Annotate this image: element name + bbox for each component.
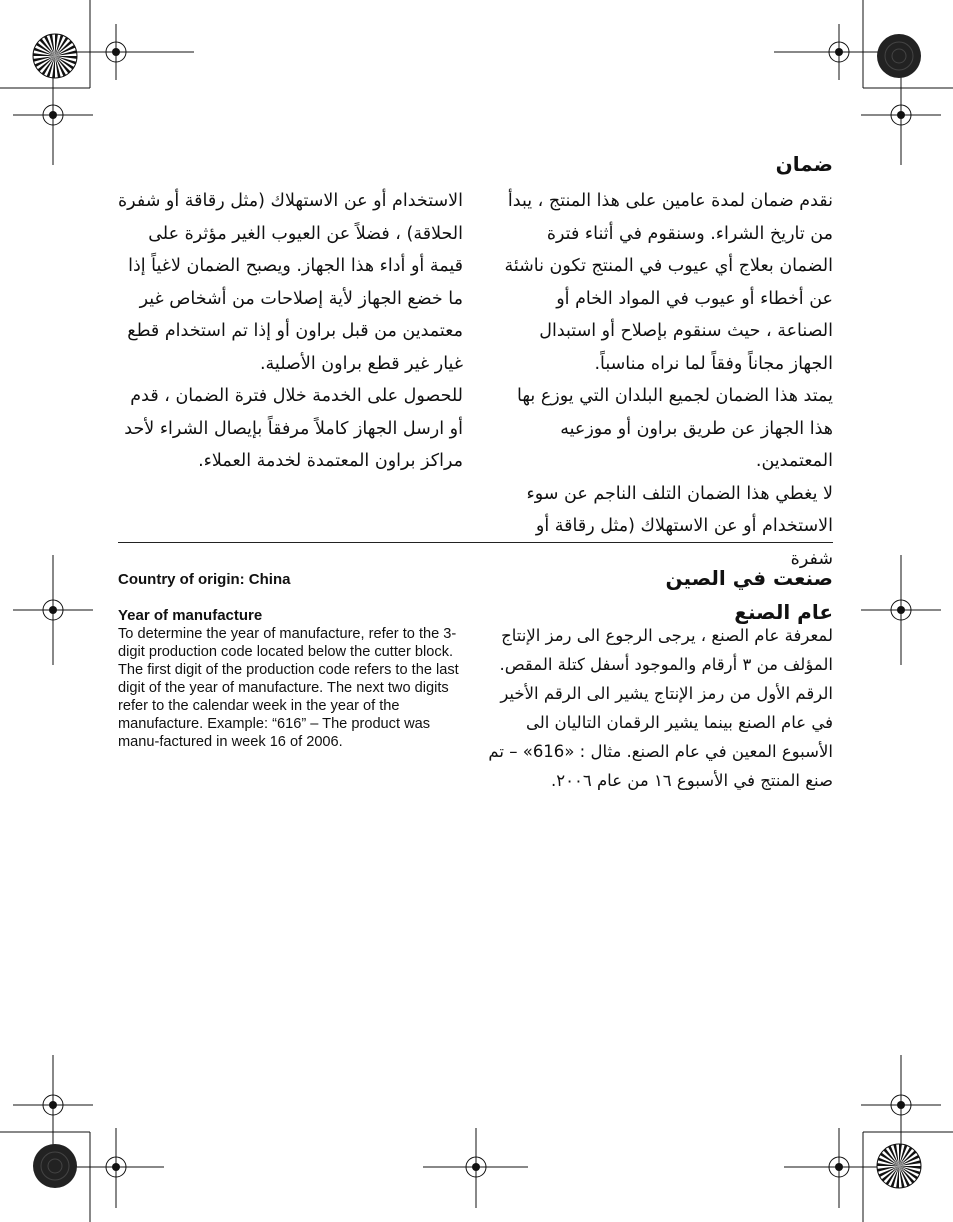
country-of-origin-heading-ar: صنعت في الصين [665, 566, 833, 590]
warranty-paragraph: يمتد هذا الضمان لجميع البلدان التي يوزع بها هذا الجهاز عن طريق براون أو موزعيه المعتمدين. [517, 386, 833, 471]
year-of-manufacture-text: To determine the year of manufacture, refer to the 3-digit production code located below the cutter block. The first digit of the production code refers to the last digit of the year of manufacture. The next two digits refer to the calendar week in the year of the manufacture. Example: “616” – The product was manu-factured in week 16 of 2006. [118, 626, 459, 750]
warranty-paragraph: الاستخدام أو عن الاستهلاك (مثل رقاقة أو شفرة الحلاقة) ، فضلاً عن العيوب الغير مؤثرة على قيمة أو أداء هذا الجهاز. ويصبح الضمان لاغياً إذا ما خضع الجهاز لأية إصلاحات من أشخاص غير معتمدين من قبل براون أو إذا تم استخدام قطع غيار غير قطع براون الأصلية. [118, 191, 463, 374]
section-divider [118, 542, 833, 543]
solid-target-icon [32, 1143, 78, 1189]
warranty-paragraph: للحصول على الخدمة خلال فترة الضمان ، قدم أو ارسل الجهاز كاملاً مرفقاً بإيصال الشراء لأحد مراكز براون المعتمدة لخدمة العملاء. [124, 386, 463, 471]
year-of-manufacture-heading: Year of manufacture [118, 607, 263, 624]
registration-mark-icon [423, 1128, 533, 1208]
registration-mark-icon [64, 1128, 184, 1208]
solid-target-icon [876, 33, 922, 79]
registration-mark-icon [13, 555, 93, 665]
starburst-target-icon [32, 33, 78, 79]
country-of-origin-heading: Country of origin: China [118, 571, 291, 588]
warranty-left-column [118, 185, 463, 478]
warranty-paragraph: لا يغطي هذا الضمان التلف الناجم عن سوء الاستخدام أو عن الاستهلاك (مثل رقاقة أو شفرة [526, 483, 833, 569]
warranty-title: ضمان [775, 152, 833, 176]
starburst-target-icon [876, 1143, 922, 1189]
warranty-paragraph: نقدم ضمان لمدة عامين على هذا المنتج ، يبدأ من تاريخ الشراء. وسنقوم في أثناء فترة الضمان بعلاج أي عيوب في المنتج تكون ناشئة عن أخطاء أو عيوب في المواد الخام أو الصناعة ، حيث سنقوم بإصلاح أو استبدال الجهاز مجاناً وفقاً لما نراه مناسباً. [504, 191, 833, 374]
year-of-manufacture-heading-ar: عام الصنع [734, 600, 833, 624]
registration-mark-icon [861, 555, 941, 665]
year-of-manufacture-text-ar: لمعرفة عام الصنع ، يرجى الرجوع الى رمز الإنتاج المؤلف من ٣ أرقام والموجود أسفل كتلة المقص. الرقم الأول من رمز الإنتاج يشير الى الرقم الأخير في عام الصنع بينما يشير الرقمان التاليان الى الأسبوع المعين في عام الصنع. مثال : «616» – تم صنع المنتج في الأسبوع ١٦ من عام ٢٠٠٦. [488, 626, 833, 790]
warranty-right-column [502, 185, 833, 575]
